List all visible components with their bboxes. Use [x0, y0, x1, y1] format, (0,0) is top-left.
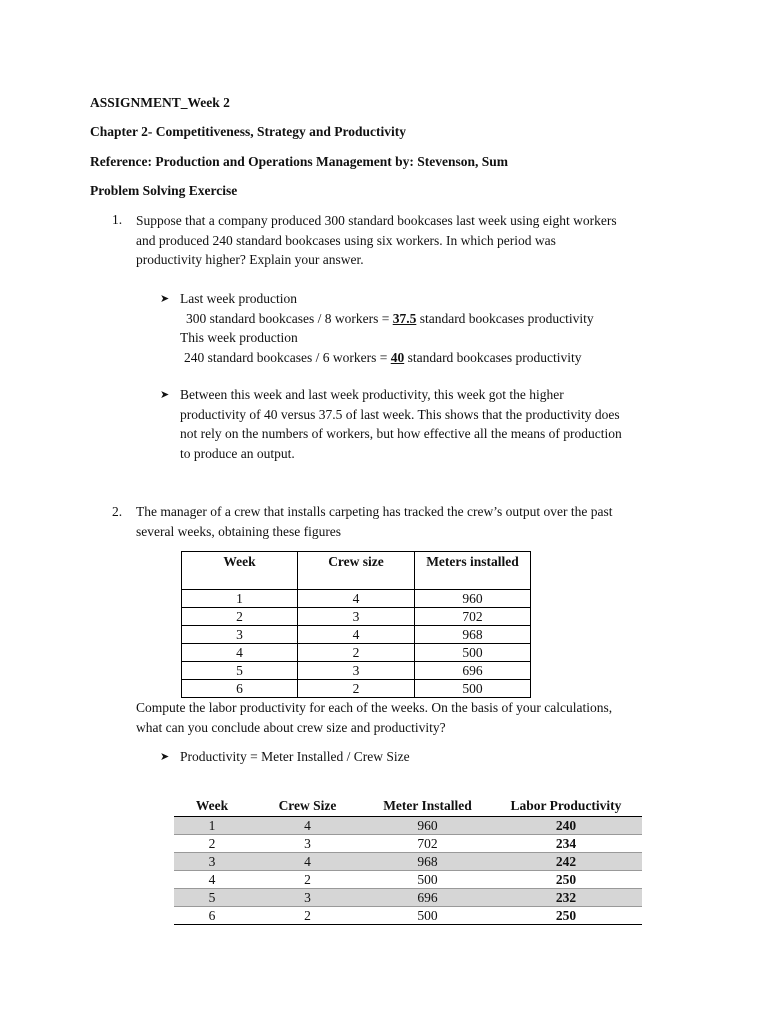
- table-row: [174, 817, 642, 835]
- table-cell: 3: [250, 889, 365, 907]
- labor-productivity-cell: 250: [490, 907, 642, 925]
- table-row: [182, 608, 531, 626]
- question-2-line: several weeks, obtaining these figures: [136, 523, 342, 539]
- last-week-calculation: [180, 309, 700, 329]
- table-row: [174, 889, 642, 907]
- table-cell: 702: [365, 835, 490, 853]
- answer-1-conclusion: [180, 385, 700, 463]
- answer-1-calculations: [180, 289, 700, 367]
- section-heading: Problem Solving Exercise: [90, 183, 238, 198]
- column-header-crew-size: Crew Size: [250, 796, 365, 817]
- table-cell: 2: [174, 835, 250, 853]
- table-cell: 2: [182, 608, 298, 626]
- table-cell: 1: [174, 817, 250, 835]
- crew-output-table: [181, 551, 531, 698]
- followup-line: what can you conclude about crew size and productivity?: [136, 719, 446, 735]
- labor-productivity-cell: 234: [490, 835, 642, 853]
- question-1-number: 1.: [112, 212, 123, 227]
- assignment-title: ASSIGNMENT_Week 2: [90, 95, 230, 110]
- table-cell: 500: [365, 871, 490, 889]
- labor-productivity-table-body: [174, 817, 642, 925]
- table-cell: 2: [250, 871, 365, 889]
- table-cell: 5: [182, 662, 298, 680]
- calc-text: standard bookcases productivity: [404, 349, 582, 365]
- table-cell: 4: [298, 626, 415, 644]
- last-week-result: 37.5: [392, 310, 417, 326]
- table-cell: 4: [182, 644, 298, 662]
- arrow-bullet-icon: ➤: [160, 293, 170, 305]
- table-cell: 4: [250, 853, 365, 871]
- question-2-line: The manager of a crew that installs carpeting has tracked the crew’s output over the past: [136, 504, 613, 519]
- table-row: [182, 644, 531, 662]
- table-header-row: [182, 552, 531, 590]
- table-cell: 500: [415, 680, 531, 698]
- table-cell: 4: [298, 590, 415, 608]
- table-row: [182, 662, 531, 680]
- arrow-bullet-icon: ➤: [160, 751, 170, 763]
- conclusion-line: not rely on the numbers of workers, but how effective all the means of production: [180, 426, 622, 441]
- column-header-labor-productivity: Labor Productivity: [490, 796, 642, 817]
- labor-productivity-cell: 240: [490, 817, 642, 835]
- column-header-week: Week: [174, 796, 250, 817]
- labor-productivity-cell: 250: [490, 871, 642, 889]
- table-cell: 3: [182, 626, 298, 644]
- question-2-text: [136, 502, 696, 541]
- table-row: [174, 835, 642, 853]
- table-cell: 696: [365, 889, 490, 907]
- conclusion-line: Between this week and last week productivity, this week got the higher: [180, 387, 564, 402]
- table-cell: 3: [174, 853, 250, 871]
- chapter-heading: Chapter 2- Competitiveness, Strategy and Productivity: [90, 124, 406, 139]
- arrow-bullet-icon: ➤: [160, 389, 170, 401]
- crew-output-table-body: [182, 590, 531, 698]
- table-cell: 2: [298, 680, 415, 698]
- reference-heading: Reference: Production and Operations Management by: Stevenson, Sum: [90, 154, 508, 169]
- last-week-label: Last week production: [180, 291, 297, 306]
- question-1-text: [136, 211, 696, 270]
- table-header-row: [174, 796, 642, 817]
- calc-text: standard bookcases productivity: [416, 310, 594, 326]
- question-2-number: 2.: [112, 504, 123, 519]
- table-cell: 4: [250, 817, 365, 835]
- column-header-meter-installed: Meter Installed: [365, 796, 490, 817]
- calc-text: 300 standard bookcases / 8 workers =: [186, 310, 393, 326]
- conclusion-line: productivity of 40 versus 37.5 of last week. This shows that the productivity does: [180, 406, 620, 422]
- table-cell: 6: [174, 907, 250, 925]
- this-week-calculation: [180, 348, 700, 368]
- table-cell: 3: [298, 608, 415, 626]
- table-row: [174, 853, 642, 871]
- table-cell: 968: [415, 626, 531, 644]
- table-cell: 1: [182, 590, 298, 608]
- productivity-formula: Productivity = Meter Installed / Crew Size: [180, 749, 410, 764]
- table-cell: 968: [365, 853, 490, 871]
- table-row: [182, 590, 531, 608]
- table-cell: 500: [365, 907, 490, 925]
- table-row: [182, 680, 531, 698]
- table-cell: 5: [174, 889, 250, 907]
- table-cell: 500: [415, 644, 531, 662]
- table-cell: 2: [298, 644, 415, 662]
- question-1-line: Suppose that a company produced 300 standard bookcases last week using eight workers: [136, 213, 617, 228]
- column-header-crew-size: Crew size: [298, 552, 415, 590]
- conclusion-line: to produce an output.: [180, 445, 295, 461]
- table-cell: 960: [415, 590, 531, 608]
- table-cell: 3: [298, 662, 415, 680]
- question-1-line: and produced 240 standard bookcases using six workers. In which period was: [136, 232, 556, 248]
- table-cell: 696: [415, 662, 531, 680]
- this-week-label: This week production: [180, 330, 298, 345]
- table-cell: 4: [174, 871, 250, 889]
- column-header-meters-installed: Meters installed: [415, 552, 531, 590]
- table-cell: 2: [250, 907, 365, 925]
- table-cell: 960: [365, 817, 490, 835]
- labor-productivity-table: [174, 796, 642, 925]
- table-row: [174, 907, 642, 925]
- table-cell: 3: [250, 835, 365, 853]
- question-2-followup: [136, 698, 696, 737]
- question-1-line: productivity higher? Explain your answer.: [136, 252, 364, 267]
- table-cell: 702: [415, 608, 531, 626]
- column-header-week: Week: [182, 552, 298, 590]
- labor-productivity-cell: 242: [490, 853, 642, 871]
- table-cell: 6: [182, 680, 298, 698]
- this-week-result: 40: [390, 349, 405, 365]
- table-row: [174, 871, 642, 889]
- followup-line: Compute the labor productivity for each of the weeks. On the basis of your calculations,: [136, 700, 613, 715]
- calc-text: 240 standard bookcases / 6 workers =: [184, 349, 391, 365]
- labor-productivity-cell: 232: [490, 889, 642, 907]
- table-row: [182, 626, 531, 644]
